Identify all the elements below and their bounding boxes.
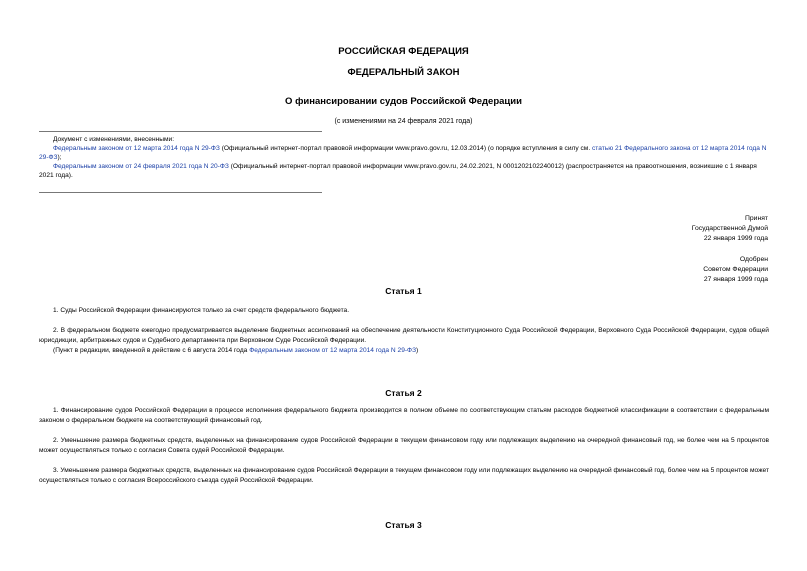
amendments-block (39, 135, 769, 180)
article-1-title: Статья 1 (385, 286, 422, 296)
doc-type-heading: ФЕДЕРАЛЬНЫЙ ЗАКОН (347, 67, 460, 78)
law-title: О финансировании судов Российской Федерации (285, 96, 522, 107)
article-1-note-link[interactable]: Федеральным законом от 12 марта 2014 года N 29-ФЗ (249, 347, 417, 354)
article-1-note-prefix: (Пункт в редакции, введенной в действие с 6 августа 2014 года (53, 347, 250, 354)
amendment-tail-1: ); (57, 154, 62, 161)
accepted-date: 22 января 1999 года (703, 235, 768, 242)
article-1-note-suffix: ) (416, 347, 419, 354)
article-2-p1: 1. Финансирование судов Российской Федерации в процессе исполнения федерального бюджета производится в полном объеме по соответствующим статьям расходов бюджетной классификации в соответствии с федеральным законом о федеральном бюджете на соответствующий финансовый год. (39, 407, 769, 424)
country-heading: РОССИЙСКАЯ ФЕДЕРАЦИЯ (338, 46, 469, 57)
accepted-by: Государственной Думой (691, 225, 768, 232)
article-1-note (39, 346, 769, 356)
article-2-body (39, 406, 769, 486)
approved-date: 27 января 1999 года (703, 276, 768, 283)
divider-bottom (39, 192, 322, 193)
amendment-link-1[interactable]: Федеральным законом от 12 марта 2014 года N 29-ФЗ (53, 145, 220, 152)
article-1-body (39, 306, 769, 356)
article-1-p1: 1. Суды Российской Федерации финансируются только за счет средств федерального бюджета. (53, 307, 350, 314)
approved-label: Одобрен (739, 256, 768, 263)
edition-note: (с изменениями на 24 февраля 2021 года) (334, 118, 473, 125)
article-2-p2: 2. Уменьшение размера бюджетных средств, выделенных на финансирование судов Российской Федерации в текущем финансовом году или подлежащих выделению на очередной финансовый год, не более чем на 5 процентов может осуществляться только с согласия Совета судей Российской Федерации. (39, 437, 769, 454)
amendment-item-1 (39, 144, 769, 162)
article-3-title: Статья 3 (385, 520, 422, 530)
amendment-text-2: (Официальный интернет-портал правовой информации www.pravo.gov.ru, 24.02.2021, N 0001202102240012) (распространяется на правоотношения, возникшие с 1 января 2021 года). (39, 163, 757, 179)
adoption-approved (703, 255, 768, 285)
amendment-text-1: (Официальный интернет-портал правовой информации www.pravo.gov.ru, 12.03.2014) (о порядке вступления в силу см. (219, 145, 592, 152)
divider-top (39, 131, 322, 132)
article-1-p2: 2. В федеральном бюджете ежегодно предусматривается выделение бюджетных ассигнований на обеспечение деятельности Конституционного Суда Российской Федерации, Верховного Суда Российской Федерации, судов общей юрисдикции, арбитражных судов и Судебного департамента при Верховном Суде Российской Федерации. (39, 327, 769, 344)
accepted-label: Принят (744, 215, 768, 222)
approved-by: Советом Федерации (703, 266, 768, 273)
amendment-link-2[interactable]: Федеральным законом от 24 февраля 2021 года N 20-ФЗ (53, 163, 229, 170)
adoption-accepted (692, 214, 768, 244)
article-2-p3: 3. Уменьшение размера бюджетных средств, выделенных на финансирование судов Российской Федерации в текущем финансовом году или подлежащих выделению на очередной финансовый год, более чем на 5 процентов может осуществляться только с согласия Всероссийского съезда судей Российской Федерации. (39, 467, 769, 484)
article-2-title: Статья 2 (385, 388, 422, 398)
amendment-link-1b[interactable]: статью 21 Федерального закона от 12 марта 2014 года N 29-ФЗ (39, 145, 767, 161)
amendments-intro: Документ с изменениями, внесенными: (53, 136, 175, 143)
amendment-item-2 (39, 162, 769, 180)
